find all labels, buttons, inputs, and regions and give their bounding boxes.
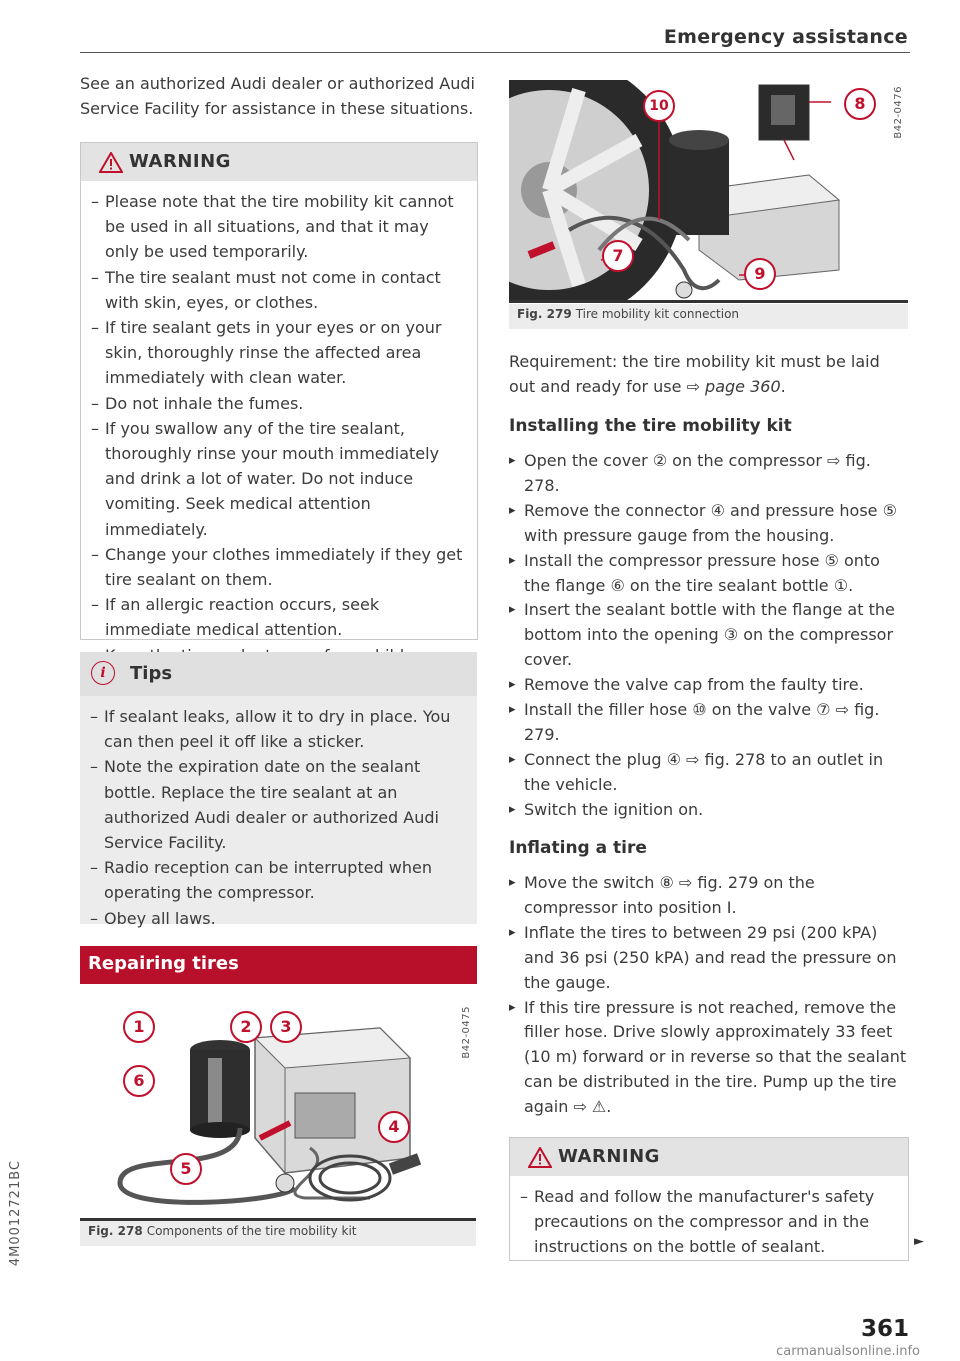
callout-8: 8 <box>844 88 876 120</box>
figure-279 <box>509 80 908 303</box>
list-item: ▸ Inflate the tires to between 29 psi (200 kPA) and 36 psi (250 kPA) and read the pressure on the gauge. <box>524 921 909 996</box>
right-column <box>509 350 909 400</box>
list-item: ▸ Install the compressor pressure hose ⑤ onto the flange ⑥ on the tire sealant bottle ①. <box>524 549 909 599</box>
callout-7: 7 <box>602 240 634 272</box>
info-icon: i <box>91 661 115 685</box>
callout-3: 3 <box>270 1011 302 1043</box>
install-steps <box>509 449 909 823</box>
tips-header <box>80 652 477 696</box>
page-header <box>80 26 910 53</box>
list-item: ▸ Move the switch ⑧ ⇨ fig. 279 on the compressor into position I. <box>524 871 909 921</box>
figure-278-caption <box>80 1221 476 1246</box>
tips-box <box>80 652 477 928</box>
install-heading: Installing the tire mobility kit <box>509 416 792 436</box>
figure-label: Fig. 278 <box>88 1224 143 1238</box>
list-item: – If tire sealant gets in your eyes or on your skin, thoroughly rinse the affected area immediately with clean water. <box>105 315 463 391</box>
list-item: – If an allergic reaction occurs, seek immediate medical attention. <box>105 592 463 642</box>
requirement-text <box>509 350 909 400</box>
list-item: ▸ Remove the valve cap from the faulty tire. <box>524 673 909 698</box>
callout-4: 4 <box>378 1111 410 1143</box>
list-item: ▸ Insert the sealant bottle with the flange at the bottom into the opening ③ on the compressor cover. <box>524 598 909 673</box>
requirement-end: . <box>780 376 786 396</box>
figure-caption: Components of the tire mobility kit <box>146 1224 357 1238</box>
warning-list <box>81 181 477 676</box>
list-item: ▸ If this tire pressure is not reached, remove the filler hose. Drive slowly approximately 33 feet (10 m) forward or in reverse so that the sealant can be distributed in the tire. Pump up the tire again ⇨ ⚠. <box>524 996 909 1121</box>
list-item: – Obey all laws. <box>104 906 463 931</box>
section-heading: Repairing tires <box>88 953 239 974</box>
callout-1: 1 <box>123 1011 155 1043</box>
page-number: 361 <box>860 1316 909 1342</box>
warning-title: WARNING <box>129 151 231 172</box>
callout-9: 9 <box>744 258 776 290</box>
section-heading-bar <box>80 946 477 984</box>
figure-label: Fig. 279 <box>517 307 572 321</box>
inflate-step-list <box>509 871 909 1120</box>
continue-arrow-icon: ► <box>914 1234 924 1249</box>
warning-triangle-icon <box>99 152 123 173</box>
install-step-list <box>509 449 909 823</box>
warning-header <box>510 1138 908 1176</box>
callout-2: 2 <box>230 1011 262 1043</box>
document-code: 4M0012721BC <box>8 1160 23 1267</box>
inflate-steps <box>509 871 909 1120</box>
tips-title: Tips <box>130 663 173 684</box>
section-title: Emergency assistance <box>663 26 908 48</box>
list-item: – Change your clothes immediately if they get tire sealant on them. <box>105 542 463 592</box>
figure-code: B42-0475 <box>461 1006 472 1059</box>
warning-triangle-icon <box>528 1147 552 1168</box>
requirement-label: Requirement: the tire mobility kit must be laid out and ready for use <box>509 352 880 396</box>
warning-title: WARNING <box>558 1146 660 1167</box>
figure-278 <box>80 998 476 1221</box>
tips-list <box>80 696 477 939</box>
left-column <box>80 72 478 122</box>
list-item: ▸ Switch the ignition on. <box>524 798 909 823</box>
warning-box-2 <box>509 1137 909 1261</box>
intro-text: See an authorized Audi dealer or authorized Audi Service Facility for assistance in these situations. <box>80 74 475 118</box>
inflate-section <box>509 838 909 858</box>
warning-header <box>81 143 477 181</box>
list-item: – If sealant leaks, allow it to dry in place. You can then peel it off like a sticker. <box>104 704 463 754</box>
list-item: ▸ Open the cover ② on the compressor ⇨ fig. 278. <box>524 449 909 499</box>
list-item: – Do not inhale the fumes. <box>105 391 463 416</box>
list-item: – The tire sealant must not come in contact with skin, eyes, or clothes. <box>105 265 463 315</box>
figure-code: B42-0476 <box>893 86 904 139</box>
callout-5: 5 <box>170 1153 202 1185</box>
list-item: ▸ Install the filler hose ⑩ on the valve ⑦ ⇨ fig. 279. <box>524 698 909 748</box>
figure-caption: Tire mobility kit connection <box>575 307 740 321</box>
page-reference-link[interactable]: ⇨ page 360 <box>686 376 781 396</box>
warning-box <box>80 142 478 640</box>
list-item: ▸ Remove the connector ④ and pressure hose ⑤ with pressure gauge from the housing. <box>524 499 909 549</box>
list-item: – Radio reception can be interrupted when operating the compressor. <box>104 855 463 905</box>
install-section <box>509 416 909 436</box>
list-item: – If you swallow any of the tire sealant, thoroughly rinse your mouth immediately and drink a lot of water. Do not induce vomiting. Seek medical attention immediately. <box>105 416 463 542</box>
callout-6: 6 <box>123 1065 155 1097</box>
inflate-heading: Inflating a tire <box>509 838 647 858</box>
list-item: – Read and follow the manufacturer's safety precautions on the compressor and in the instructions on the bottle of sealant. <box>534 1184 894 1260</box>
warning-list <box>510 1176 908 1268</box>
list-item: – Please note that the tire mobility kit cannot be used in all situations, and that it may only be used temporarily. <box>105 189 463 265</box>
figure-279-caption <box>509 304 908 329</box>
watermark: carmanualsonline.info <box>776 1344 920 1359</box>
list-item: – Note the expiration date on the sealant bottle. Replace the tire sealant at an authorized Audi dealer or authorized Audi Service Facility. <box>104 754 463 855</box>
callout-10: 10 <box>643 90 675 122</box>
list-item: ▸ Connect the plug ④ ⇨ fig. 278 to an outlet in the vehicle. <box>524 748 909 798</box>
